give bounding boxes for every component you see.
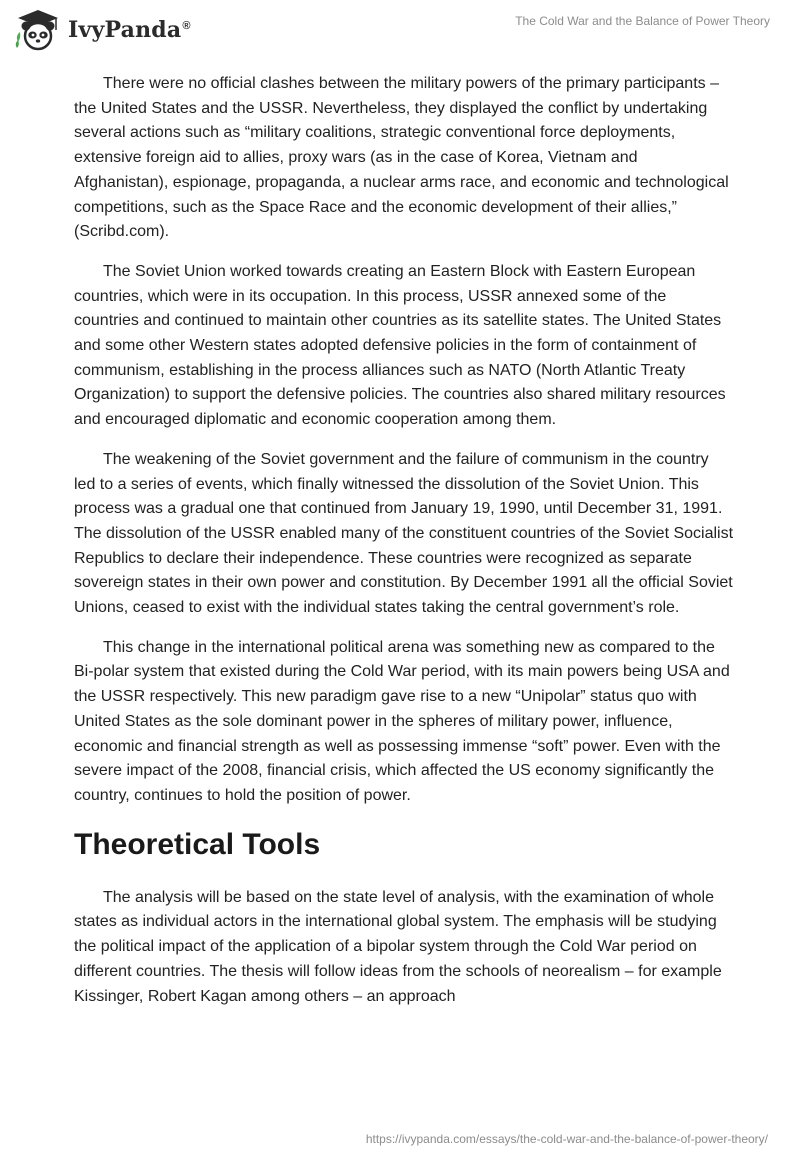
section-heading: Theoretical Tools bbox=[74, 827, 321, 861]
registered-mark: ® bbox=[182, 19, 191, 32]
paragraph: There were no official clashes between the military powers of the primary participants – the United States and the USSR. Nevertheless, they displayed the conflict by undertaking several actions such as “military coalitions, strategic conventional force deployments, extensive foreign aid to allies, proxy wars (as in the case of Korea, Vietnam and Afghanistan), espionage, propaganda, a nuclear arms race, and economic and technological competitions, such as the Space Race and the economic development of their allies,” (Scribd.com). bbox=[74, 75, 729, 241]
article-body bbox=[74, 72, 734, 1024]
paragraph: The weakening of the Soviet government and the failure of communism in the country led to a series of events, which finally witnessed the dissolution of the Soviet Union. This process was a gradual one that continued from January 19, 1990, until December 31, 1991. The dissolution of the USSR enabled many of the constituent countries of the Soviet Socialist Republics to declare their independence. These countries were recognized as separate sovereign states in their own power and constitution. By December 1991 all the official Soviet Unions, ceased to exist with the individual states taking the central government’s role. bbox=[74, 450, 734, 617]
page-header bbox=[0, 0, 800, 60]
brand-name: IvyPanda® bbox=[68, 17, 191, 43]
brand-logo[interactable] bbox=[14, 8, 191, 52]
paragraph: This change in the international political arena was something new as compared to the Bi-polar system that existed during the Cold War period, with its main powers being USA and the USSR respectively. This new paradigm gave rise to a new “Unipolar” status quo with United States as the sole dominant power in the spheres of military power, influence, economic and financial strength as well as possessing immense “soft” power. Even with the severe impact of the 2008, financial crisis, which affected the US economy significantly the country, continues to hold the position of power. bbox=[74, 638, 730, 804]
source-url[interactable]: https://ivypanda.com/essays/the-cold-war-and-the-balance-of-power-theory/ bbox=[365, 1132, 768, 1146]
paragraph: The Soviet Union worked towards creating an Eastern Block with Eastern European countries, which were in its occupation. In this process, USSR annexed some of the countries and continued to maintain other countries as its satellite states. The United States and some other Western states adopted defensive policies in the form of containment of communism, establishing in the process alliances such as NATO (North Atlantic Treaty Organization) to support the defensive policies. The countries also shared military resources and encouraged diplomatic and economic cooperation among them. bbox=[74, 262, 726, 429]
panda-graduate-icon bbox=[14, 8, 62, 52]
paragraph: The analysis will be based on the state level of analysis, with the examination of whole states as individual actors in the international global system. The emphasis will be studying the political impact of the application of a bipolar system through the Cold War period on different countries. The thesis will follow ideas from the schools of neorealism – for example Kissinger, Robert Kagan among others – an approach bbox=[74, 888, 722, 1005]
document-title: The Cold War and the Balance of Power Theory bbox=[515, 14, 770, 28]
